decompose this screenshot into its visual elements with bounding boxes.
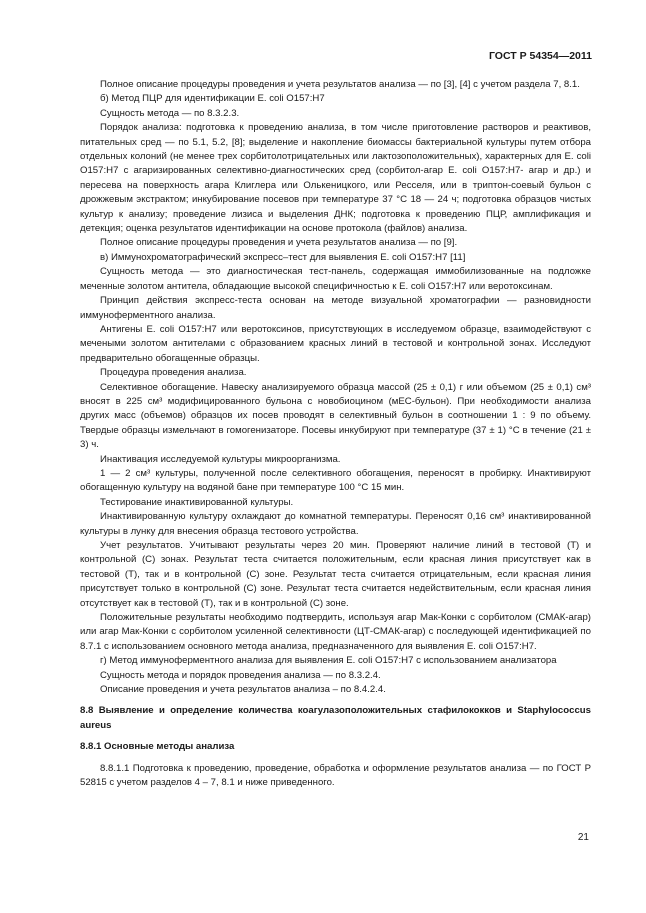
page-number: 21 [577, 832, 589, 843]
paragraph: Сущность метода и порядок проведения анализа — по 8.3.2.4. [100, 669, 381, 681]
paragraph: Антигены E. coli O157:H7 или веротоксинов, присутствующих в исследуемом образце, взаимодействуют с мечеными золотом антителами с образованием красных линий в тестовой и контрольной зонах. Исследуют предварительно обогащенные образцы. [80, 323, 591, 364]
paragraph: Инактивированную культуру охлаждают до комнатной температуры. Переносят 0,16 см³ инактивированной культуры в лунку для внесения образца тестового устройства. [80, 511, 591, 537]
paragraph: 1 — 2 см³ культуры, полученной после селективного обогащения, переносят в пробирку. Инактивируют обогащенную культуру на водяной бане при температуре 100 °С 15 мин. [80, 467, 591, 494]
paragraph: Порядок анализа: подготовка к проведению анализа, в том числе приготовление растворов и реактивов, питательных сред — по 5.1, 5.2, [8]; выделение и накопление биомассы бактериальной культуры путем отбора отдельных колоний (не менее трех сорбитолотрицательных или лактозоположительных), характерных для E. coli O157:H7 с агаризированных селективно-диагностических сред (сорбитол-агар E. coli O157:H7- агар и др.) и пересева на поверхность агара Клиглера или Олькеницкого, или Ресселя, или в триптон-соевый бульон с дрожжевым экстрактом; инкубирование посевов при температуре 37 °С 18 — 24 ч; подготовка образцов чистых культур к анализу; проведение лизиса и выделения ДНК; подготовка к проведению ПЦР, амплификация и детекция; оценка результатов идентификации на основе протокола (файлов) анализа. [80, 122, 591, 235]
paragraph: Описание проведения и учета результатов анализа – по 8.4.2.4. [100, 684, 386, 696]
section-heading: 8.8 Выявление и определение количества коагулазоположительных стафилококков и Staphylococcus aureus [80, 705, 591, 731]
paragraph: в) Иммунохроматографический экспресс–тест для выявления E. coli O157:H7 [11] [100, 251, 466, 263]
paragraph: Принцип действия экспресс-теста основан на методе визуальной хроматографии — разновидности иммуноферментного анализа. [80, 295, 591, 321]
paragraph: Процедура проведения анализа. [100, 367, 247, 379]
paragraph: Инактивация исследуемой культуры микроорганизма. [100, 453, 341, 465]
paragraph: 8.8.1.1 Подготовка к проведению, проведение, обработка и оформление результатов анализа — по ГОСТ Р 52815 с учетом разделов 4 – 7, 8.1 и ниже приведенного. [80, 762, 591, 789]
paragraph: г) Метод иммуноферментного анализа для выявления E. coli O157:H7 с использованием анализатора [100, 655, 557, 667]
standard-designation: ГОСТ Р 54354—2011 [488, 50, 592, 62]
spacer [80, 697, 591, 704]
document-body [80, 78, 591, 791]
spacer [80, 755, 591, 762]
paragraph: Сущность метода — это диагностическая тест-панель, содержащая иммобилизованные на подложке меченные золотом антитела, обладающие высокой специфичностью к E. coli O157:H7 или веротоксинам. [80, 266, 591, 292]
subsection-heading: 8.8.1 Основные методы анализа [80, 741, 235, 753]
paragraph: Положительные результаты необходимо подтвердить, используя агар Мак-Конки с сорбитолом (СМАК-агар) или агар Мак-Конки с сорбитолом усиленной селективности (ЦТ-СМАК-агар) с последующей идентификацией по 8.7.1 с использованием основного метода анализа, предназначенного для выявления E. coli O157:H7. [80, 612, 591, 652]
paragraph: Полное описание процедуры проведения и учета результатов анализа — по [9]. [100, 237, 458, 249]
paragraph: Полное описание процедуры проведения и учета результатов анализа — по [3], [4] с учетом раздела 7, 8.1. [100, 79, 580, 90]
paragraph: б) Метод ПЦР для идентификации E. coli O157:H7 [100, 93, 325, 105]
paragraph: Тестирование инактивированной культуры. [100, 496, 294, 508]
paragraph: Учет результатов. Учитывают результаты через 20 мин. Проверяют наличие линий в тестовой (Т) и контрольной (С) зонах. Результат теста считается положительным, если красная линия присутствует как в тестовой (Т), так и в контрольной (С) зоне. Результат теста считается отрицательным, если красная линия присутствует только в контрольной (С) зоне. Результат теста считается недействительным, если красная линия отсутствует как в тестовой (Т), так и в контрольной (С) зоне. [80, 540, 591, 609]
spacer [80, 733, 591, 740]
paragraph: Сущность метода — по 8.3.2.3. [100, 107, 240, 119]
paragraph: Селективное обогащение. Навеску анализируемого образца массой (25 ± 0,1) г или объемом (25 ± 0,1) см³ вносят в 225 см³ модифицированного бульона с новобиоцином (мЕС-бульон). При необходимости анализа других масс (объемов) образцов их посев проводят в селективный бульон в соотношении 1 : 9 по объему. Твердые образцы измельчают в гомогенизаторе. Посевы инкубируют при температуре (37 ± 1) °С в течение (21 ± 3) ч. [80, 381, 591, 451]
